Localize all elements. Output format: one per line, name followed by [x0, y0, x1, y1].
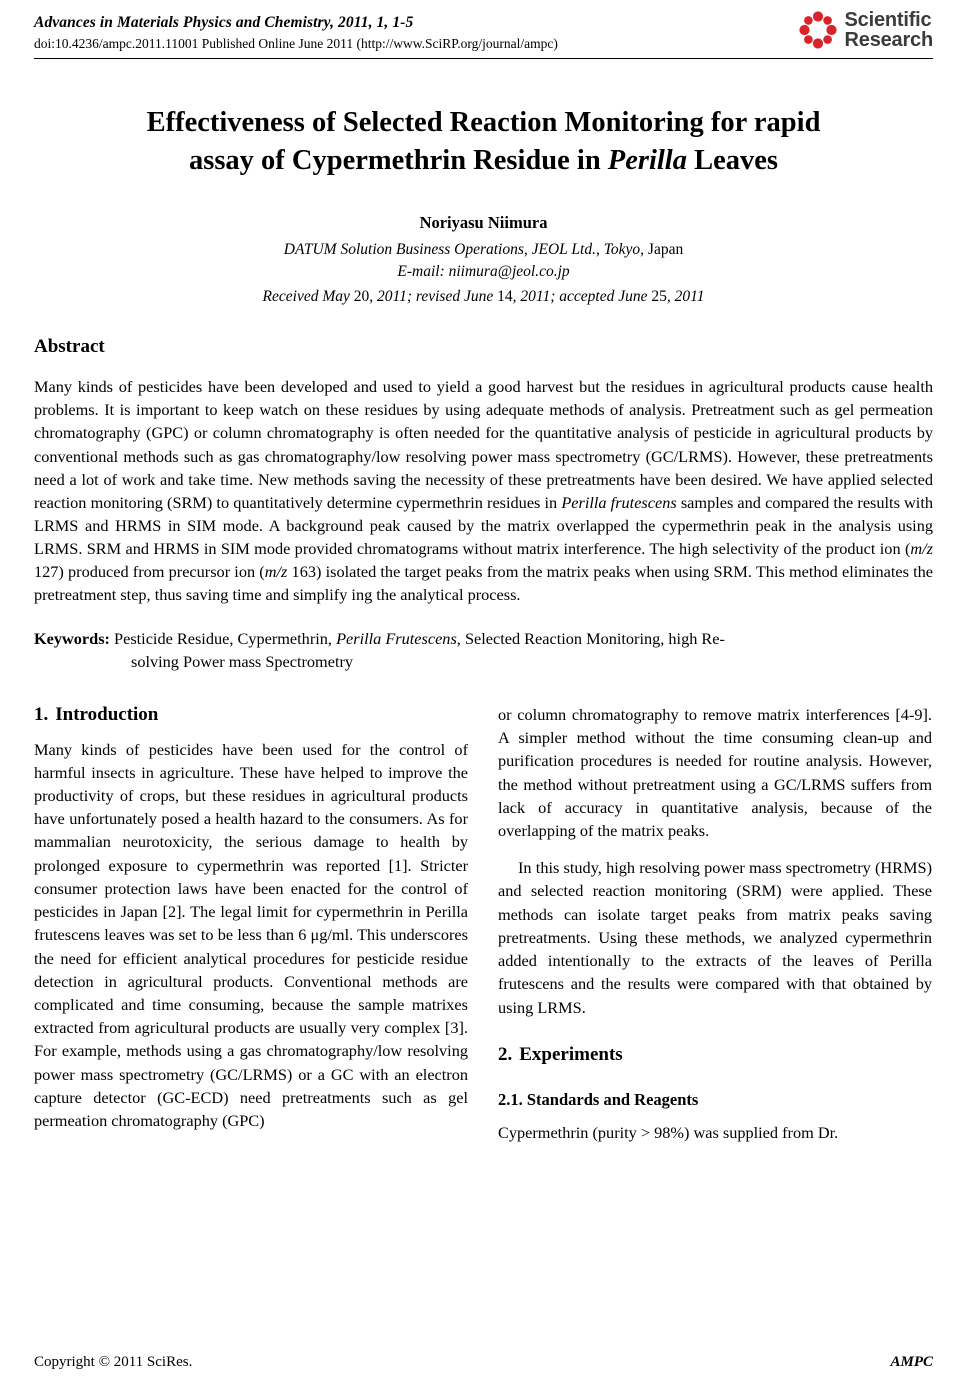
scientific-research-logo-icon — [798, 10, 838, 50]
page-title — [82, 104, 885, 180]
section-number-2: 2. — [498, 1043, 513, 1065]
logo-line-2: Research — [844, 29, 933, 51]
copyright-text: Copyright © 2011 SciRes. — [34, 1354, 193, 1370]
received-tail: , 2011; — [369, 287, 416, 305]
journal-issue: , 2011, 1, 1-5 — [330, 14, 414, 31]
revised-tail: , 2011; — [512, 287, 560, 305]
abstract-heading: Abstract — [34, 336, 105, 358]
page-header — [34, 9, 933, 72]
accepted-label: accepted June — [559, 287, 652, 305]
intro-paragraph-3: In this study, high resolving power mass spectrometry (HRMS) and selected reaction monitoring (SRM) were applied. These methods can isolate target peaks from matrix peaks saving pretreatments. Using these methods, we analyzed cypermethrin added intentionally to the extracts of the leaves of Perilla frutescens and the results were compared with that obtained by using LRMS. — [498, 858, 932, 1017]
affiliation-text: DATUM Solution Business Operations, JEOL Ltd., Tokyo — [283, 240, 641, 258]
email-value: : niimura@jeol.co.jp — [439, 263, 570, 281]
email-label: E-mail — [397, 263, 440, 281]
subsection-title-2-1: Standards and Reagents — [526, 1090, 699, 1110]
column-right — [498, 703, 932, 1144]
page-footer — [34, 1354, 933, 1371]
author-list: Noriyasu Niimura — [419, 212, 548, 232]
publisher-logo — [798, 10, 933, 50]
title-line-1: Effectiveness of Selected Reaction Monitoring for rapid — [146, 107, 821, 138]
revised-label: revised June — [415, 287, 498, 305]
revised-day: 14 — [497, 287, 513, 305]
keywords-label: Keywords: — [34, 628, 110, 648]
abstract-part-2: samples and compared the results with LRMS and HRMS in SIM mode. A background peak caused by the matrix overlapped the cypermethrin peak in the analysis using LRMS. SRM and HRMS in SIM mode provided chromatograms without matrix interference. The high selectivity of the product ion ( — [34, 492, 933, 559]
affiliation — [34, 239, 933, 261]
abstract-mz-2: m/z — [264, 562, 288, 582]
accepted-day: 25 — [651, 287, 667, 305]
keywords-italic: Perilla Frutescens — [336, 628, 457, 648]
affiliation-country: , Japan — [640, 240, 684, 258]
abstract-mz-1: m/z — [910, 539, 933, 559]
section-title-1: Introduction — [55, 703, 159, 725]
body-columns — [34, 703, 933, 1144]
intro-paragraph-1: Many kinds of pesticides have been used for the control of harmful insects in agriculture. These have helped to improve the productivity of crops, but these residues in agricultural products have unfortunately posed a health hazard to the consumers. As for mammalian neurotoxicity, the serious damage to health by prolonged exposure to cypermethrin was reported [1]. Stricter consumer protection laws have been enacted for the control of pesticides in Japan [2]. The legal limit for cypermethrin in Perilla frutescens leaves was set to be less than 6 μg/ml. This underscores the need for efficient analytical procedures for pesticide residue detection in agricultural products. Conventional methods are complicated and time consuming, because the sample matrixes extracted from agricultural products are usually very complex [3]. For example, methods using a gas chromatography/low resolving power mass spectrometry (GC/LRMS) or a GC with an electron capture detector (GC-ECD) need pretreatments such as gel permeation chromatography (GPC) — [34, 739, 468, 1131]
title-line-2b: Leaves — [686, 144, 778, 176]
keywords-block — [34, 627, 933, 673]
keywords-part-2: , Selected Reaction Monitoring, high Re- — [456, 628, 725, 648]
received-label: Received May — [262, 287, 354, 305]
author-email — [34, 261, 933, 283]
section-heading-experiments — [498, 1043, 932, 1068]
keywords-part-1: Pesticide Residue, Cypermethrin, — [109, 628, 337, 648]
abstract-species-name: Perilla frutescens — [561, 492, 677, 512]
experiments-paragraph-1: Cypermethrin (purity > 98%) was supplied from Dr. — [498, 1122, 839, 1142]
received-day: 20 — [353, 287, 370, 305]
abstract-part-1: Many kinds of pesticides have been developed and used to yield a good harvest but the residues in agricultural products cause health problems. It is important to keep watch on these residues by using adequate methods of analysis. Pretreatment such as gel permeation chromatography (GPC) or column chromatography is often needed for the quantitative analysis of pesticide in agricultural products by conventional methods such as gas chromatography/low resolving power mass spectrometry (GC/LRMS). However, these pretreatments need a lot of work and take time. New methods saving the necessity of these pretreatments have been desired. We have applied selected reaction monitoring (SRM) to quantitatively determine cypermethrin residues in — [34, 377, 933, 512]
submission-dates — [34, 286, 933, 308]
subsection-number-2-1: 2.1. — [498, 1090, 523, 1110]
title-line-2-italic: Perilla — [607, 144, 687, 176]
keywords-line-2: solving Power mass Spectrometry — [131, 651, 354, 671]
section-title-2: Experiments — [519, 1043, 623, 1065]
journal-name: Advances in Materials Physics and Chemistry — [34, 14, 331, 31]
journal-abbreviation: AMPC — [890, 1354, 933, 1370]
abstract-part-4: 163) isolated the target peaks from the matrix peaks when using SRM. This method eliminates the pretreatment step, thus saving time and simplify ing the analytical process. — [34, 562, 934, 605]
logo-line-1: Scientific — [844, 9, 932, 31]
title-line-2a: assay of Cypermethrin Residue in — [189, 144, 608, 176]
abstract-part-3: 127) produced from precursor ion ( — [34, 562, 265, 582]
abstract-text — [34, 375, 933, 606]
section-number-1: 1. — [34, 703, 49, 725]
intro-paragraph-2: or column chromatography to remove matrix interferences [4-9]. A simpler method without the time consuming clean-up and purification procedures is needed for routine analysis. However, the method without pretreatment using a GC/LRMS suffers from lack of accuracy in quantitative analysis, because of the overlapping of the matrix peaks. — [498, 704, 932, 840]
header-divider — [34, 58, 933, 59]
accepted-tail: , 2011 — [666, 287, 705, 305]
publisher-name — [845, 10, 933, 50]
subsection-heading-standards — [498, 1089, 932, 1110]
doi-line: doi:10.4236/ampc.2011.11001 Published Online June 2011 (http://www.SciRP.org/journal/ampc) — [34, 36, 558, 51]
column-left — [34, 703, 468, 1144]
section-heading-introduction — [34, 703, 468, 728]
